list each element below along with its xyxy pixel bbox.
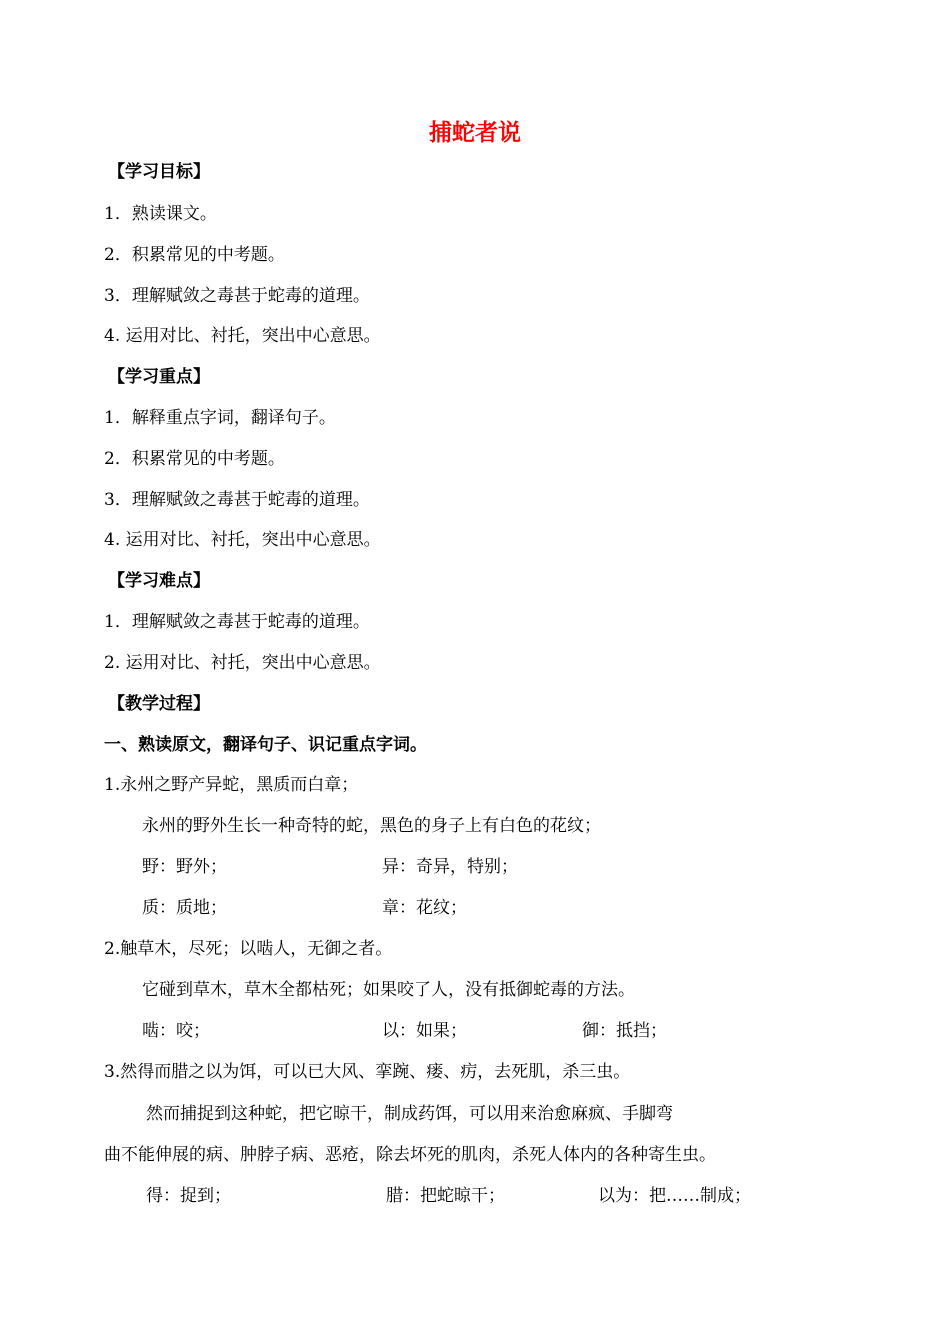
word-note: 腊：把蛇晾干； bbox=[386, 1186, 505, 1206]
objectives-heading: 【学习目标】 bbox=[108, 162, 210, 182]
objective-item: 4. 运用对比、衬托，突出中心意思。 bbox=[104, 326, 381, 346]
word-note: 异：奇异，特别； bbox=[382, 857, 518, 877]
key-point-item: 4. 运用对比、衬托，突出中心意思。 bbox=[104, 530, 381, 550]
word-note: 章：花纹； bbox=[382, 898, 467, 918]
key-point-item: 3．理解赋敛之毒甚于蛇毒的道理。 bbox=[104, 490, 370, 510]
translation: 曲不能伸展的病、肿脖子病、恶疮，除去坏死的肌肉，杀死人体内的各种寄生虫。 bbox=[104, 1145, 716, 1165]
word-note: 得：捉到； bbox=[146, 1186, 231, 1206]
process-heading: 【教学过程】 bbox=[108, 694, 210, 714]
key-point-item: 2．积累常见的中考题。 bbox=[104, 449, 285, 469]
source-sentence: 2.触草木，尽死；以啮人，无御之者。 bbox=[104, 939, 393, 959]
translation: 它碰到草木，草木全都枯死；如果咬了人，没有抵御蛇毒的方法。 bbox=[142, 980, 635, 1000]
difficulty-item: 2. 运用对比、衬托，突出中心意思。 bbox=[104, 653, 381, 673]
source-sentence: 3.然得而腊之以为饵，可以已大风、挛踠、瘘、疠，去死肌，杀三虫。 bbox=[104, 1062, 631, 1082]
word-note: 以为：把……制成； bbox=[598, 1186, 751, 1206]
key-points-heading: 【学习重点】 bbox=[108, 367, 210, 387]
section-heading: 一、熟读原文，翻译句子、识记重点字词。 bbox=[104, 735, 427, 755]
objective-item: 3．理解赋敛之毒甚于蛇毒的道理。 bbox=[104, 286, 370, 306]
objective-item: 2．积累常见的中考题。 bbox=[104, 245, 285, 265]
difficulty-item: 1．理解赋敛之毒甚于蛇毒的道理。 bbox=[104, 612, 370, 632]
objective-item: 1．熟读课文。 bbox=[104, 204, 217, 224]
key-point-item: 1．解释重点字词，翻译句子。 bbox=[104, 408, 336, 428]
word-note: 野：野外； bbox=[142, 857, 227, 877]
document-title: 捕蛇者说 bbox=[429, 120, 521, 146]
word-note: 质：质地； bbox=[142, 898, 227, 918]
word-note: 以：如果； bbox=[382, 1021, 467, 1041]
source-sentence: 1.永州之野产异蛇，黑质而白章； bbox=[104, 775, 359, 795]
word-note: 御：抵挡； bbox=[582, 1021, 667, 1041]
word-note: 啮：咬； bbox=[142, 1021, 210, 1041]
translation: 然而捕捉到这种蛇，把它晾干，制成药饵，可以用来治愈麻疯、手脚弯 bbox=[146, 1104, 673, 1124]
translation: 永州的野外生长一种奇特的蛇，黑色的身子上有白色的花纹； bbox=[142, 816, 601, 836]
difficulties-heading: 【学习难点】 bbox=[108, 571, 210, 591]
